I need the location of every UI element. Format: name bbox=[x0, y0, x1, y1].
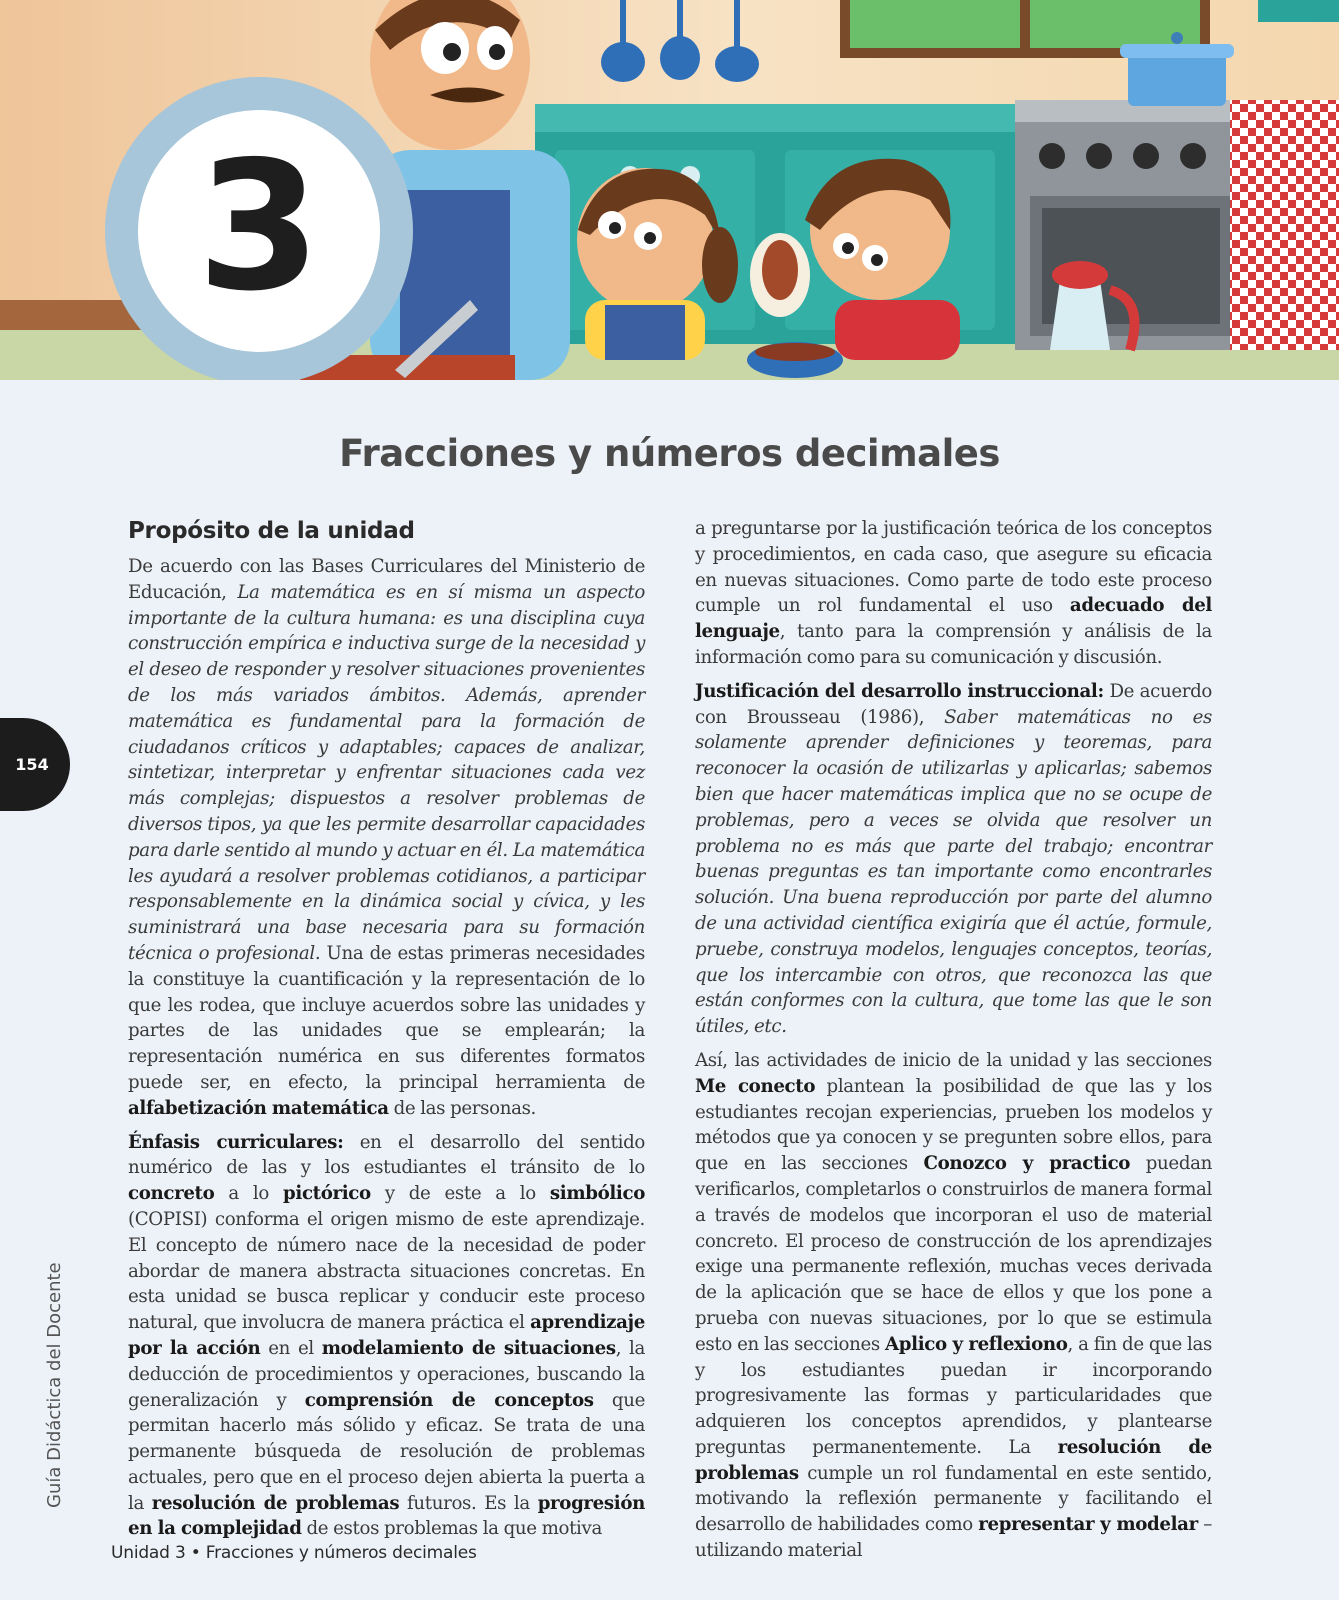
unit-number: 3 bbox=[197, 123, 321, 330]
key-term: Conozco y practico bbox=[923, 1153, 1131, 1175]
left-column bbox=[128, 512, 645, 1550]
key-term: Me conecto bbox=[695, 1075, 816, 1097]
text-run: , tanto para la comprensión y análisis de la información como para su comunicación y discusión. bbox=[695, 621, 1212, 668]
key-term: progresión en la complejidad bbox=[128, 1492, 645, 1540]
text-run: a preguntarse por la justificación teórica de los conceptos y procedimientos, en cada caso, que asegure su eficacia en nuevas situaciones. Como parte de todo este proceso cumple un rol fundamental el uso bbox=[695, 518, 1212, 617]
key-term: resolución de problemas bbox=[695, 1436, 1212, 1484]
key-term: adecuado del lenguaje bbox=[695, 595, 1212, 643]
text-run: de las personas. bbox=[388, 1097, 536, 1119]
text-run: a lo bbox=[214, 1183, 284, 1205]
text-run: cumple un rol fundamental en este sentido, motivando la reflexión permanente y facilitando el desarrollo de habilidades como bbox=[695, 1462, 1212, 1536]
text-run: que permitan hacerlo más sólido y eficaz. Se trata de una permanente búsqueda de resolución de problemas actuales, pero que en el proceso dejen abierta la puerta a la bbox=[128, 1389, 645, 1514]
unit-title: Fracciones y números decimales bbox=[339, 432, 1000, 475]
key-term: simbólico bbox=[549, 1183, 645, 1205]
text-run: de estos problemas la que motiva bbox=[301, 1518, 602, 1540]
text-run: , la deducción de procedimientos y operaciones, buscando la generalización y bbox=[128, 1337, 646, 1411]
page-number: 154 bbox=[15, 755, 49, 774]
page-number-tab bbox=[0, 718, 70, 811]
key-term: concreto bbox=[128, 1183, 215, 1205]
text-run: –utilizando material bbox=[695, 1514, 1212, 1562]
page-footer: Unidad 3 • Fracciones y números decimales bbox=[111, 1543, 477, 1563]
text-run: (COPISI) conforma el origen mismo de este aprendizaje. El concepto de número nace de la necesidad de poder abordar de manera abstracta situaciones concretas. En esta unidad se busca replicar y conducir este proceso natural, que involucra de manera práctica el bbox=[128, 1208, 645, 1334]
key-term: alfabetización matemática bbox=[128, 1097, 389, 1119]
unit-number-badge bbox=[105, 77, 413, 380]
paragraph-lead: Énfasis curriculares: bbox=[128, 1131, 344, 1153]
text-run: , a fin de que las y los estudiantes puedan ir incorporando progresivamente las formas y particularidades que adquieren los conceptos aprendidos, y plantearse preguntas permanentemente. La bbox=[695, 1333, 1212, 1458]
unit-number-badge-inner bbox=[138, 110, 380, 352]
right-column bbox=[695, 516, 1212, 1572]
curriculum-quote: La matemática es en sí misma un aspecto importante de la cultura humana: es una disciplina cuya construcción empírica e inductiva surge de la necesidad y el deseo de responder y resolver situaciones provenientes de los más variados ámbitos. Además, aprender matemática es fundamental para la formación de ciudadanos críticos y adaptables; capaces de analizar, sintetizar, interpretar y enfrentar situaciones cada vez más complejas; dispuestos a resolver problemas de diversos tipos, ya que les permite desarrollar capacidades para darle sentido al mundo y actuar en él. La matemática les ayudará a resolver problemas cotidianos, a participar responsablemente en la dinámica social y cívica, y les suministrará una base necesaria para su formación técnica o profesional bbox=[128, 581, 645, 964]
key-term: modelamiento de situaciones bbox=[321, 1337, 616, 1359]
text-run: plantean la posibilidad de que las y los estudiantes recojan experiencias, prueben los modelos y métodos que ya conocen y se pregunten sobre ellos, para que en las secciones bbox=[695, 1075, 1212, 1175]
text-run: futuros. Es la bbox=[399, 1492, 538, 1514]
purpose-heading: Propósito de la unidad bbox=[128, 518, 415, 544]
key-term: representar y modelar bbox=[978, 1514, 1198, 1536]
key-term: resolución de problemas bbox=[151, 1492, 400, 1514]
continuation-paragraph bbox=[695, 516, 1212, 671]
text-run: en el bbox=[260, 1337, 322, 1359]
text-run: . Una de estas primeras necesidades la constituye la cuantificación y la representación de lo que les rodea, que incluye acuerdos sobre las unidades y partes de las unidades que se emplearán; la representación numérica en sus diferentes formatos puede ser, en efecto, la principal herramienta de bbox=[128, 942, 645, 1093]
sections-paragraph bbox=[695, 1048, 1212, 1564]
paragraph-lead: Justificación del desarrollo instruccional: bbox=[695, 680, 1104, 702]
key-term: comprensión de conceptos bbox=[304, 1389, 594, 1411]
purpose-paragraph bbox=[128, 554, 645, 1122]
guide-side-label: Guía Didáctica del Docente bbox=[44, 1262, 65, 1508]
emphasis-paragraph bbox=[128, 1130, 645, 1543]
text-run: Así, las actividades de inicio de la unidad y las secciones bbox=[695, 1049, 1212, 1071]
key-term: aprendizaje por la acción bbox=[128, 1312, 645, 1359]
brousseau-quote: Saber matemáticas no es solamente aprender definiciones y teoremas, para reconocer la ocasión de utilizarlas y aplicarlas; sabemos bien que hacer matemáticas implica que no se ocupe de problemas, pero a veces se olvida que resolver un problema no es más que parte del trabajo; encontrar buenas preguntas es tan importante como encontrarles solución. Una buena reproducción por parte del alumno de una actividad científica exigiría que él actúe, formule, pruebe, construya modelos, lenguajes conceptos, teorías, que los intercambie con otros, que reconozca las que están conformes con la cultura, que tome las que le son útiles, etc. bbox=[695, 706, 1213, 1038]
text-run: De acuerdo con las Bases Curriculares del Ministerio de Educación, bbox=[128, 556, 645, 603]
text-run: De acuerdo con Brousseau (1986), bbox=[695, 680, 1213, 728]
text-run: puedan verificarlos, completarlos o construirlos de manera formal a través de modelos que incorporan el uso de material concreto. El proceso de construcción de los aprendizajes exige una permanente reflexión, muchas veces derivada de la aplicación que se hace de ellos y que los pone a prueba con nuevas situaciones, por lo que se estimula esto en las secciones bbox=[695, 1153, 1212, 1355]
key-term: Aplico y reflexiono bbox=[885, 1333, 1068, 1355]
text-run: en el desarrollo del sentido numérico de las y los estudiantes el tránsito de lo bbox=[128, 1131, 645, 1179]
key-term: pictórico bbox=[283, 1183, 371, 1205]
instructional-justification-paragraph bbox=[695, 679, 1212, 1040]
text-run: y de este a lo bbox=[370, 1183, 550, 1205]
kitchen-illustration bbox=[0, 0, 1339, 380]
